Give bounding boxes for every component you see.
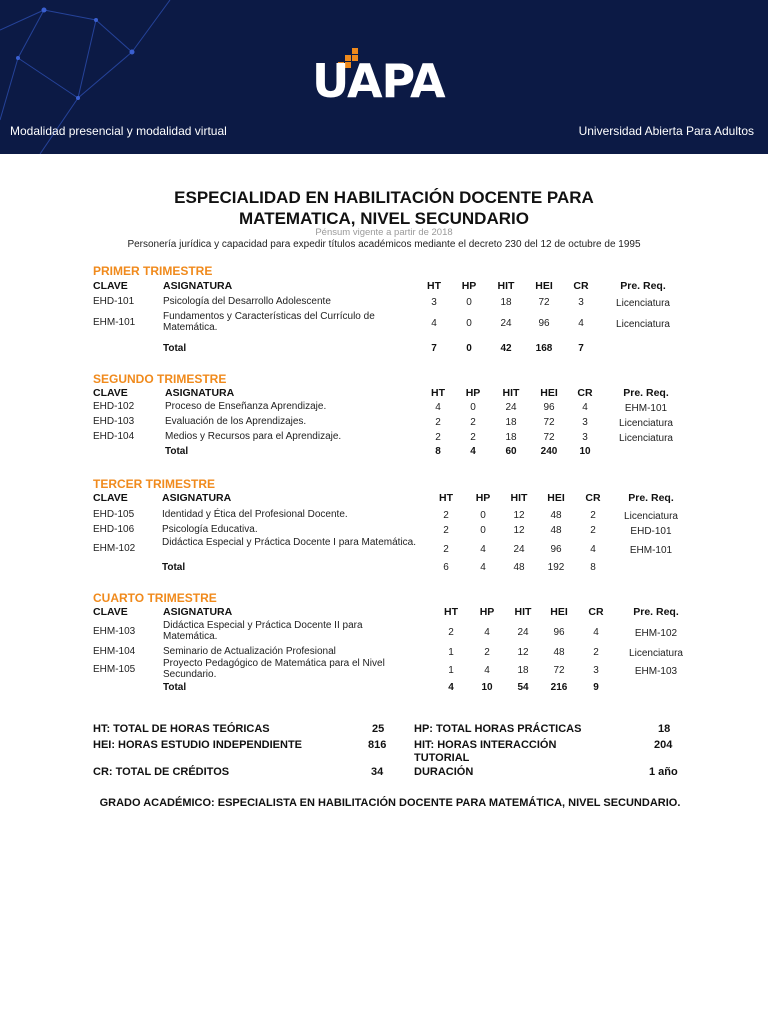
course-name: Proyecto Pedagógico de Matemática para el Nivel Secundario. xyxy=(163,658,385,680)
course-prereq: Licenciatura xyxy=(629,648,683,659)
course-prereq: EHM-101 xyxy=(624,403,668,414)
title-line-2: MATEMATICA, NIVEL SECUNDARIO xyxy=(239,209,529,228)
course-hei: 72 xyxy=(543,417,555,428)
total-hit: 48 xyxy=(513,562,525,573)
total-hei: 168 xyxy=(535,343,553,354)
course-hp: 0 xyxy=(466,318,472,329)
col-header-clave: CLAVE xyxy=(93,492,128,504)
col-header-clave: CLAVE xyxy=(93,606,128,618)
course-ht: 2 xyxy=(435,432,441,443)
course-ht: 1 xyxy=(448,647,454,658)
course-hei: 72 xyxy=(543,432,555,443)
course-cr: 2 xyxy=(590,525,596,536)
course-name: Didáctica Especial y Práctica Docente I para Matemática. xyxy=(162,537,416,548)
course-prereq: Licenciatura xyxy=(616,319,670,330)
course-cr: 4 xyxy=(578,318,584,329)
summary-hit-value: 204 xyxy=(654,739,673,751)
course-hp: 2 xyxy=(484,647,490,658)
col-header-cr: CR xyxy=(573,280,589,292)
total-cr: 10 xyxy=(579,446,591,457)
total-label: Total xyxy=(163,343,187,354)
col-header-hei: HEI xyxy=(550,606,568,618)
course-prereq: EHM-103 xyxy=(634,666,678,677)
total-cr: 8 xyxy=(590,562,596,573)
summary-duracion-value: 1 año xyxy=(649,766,678,778)
summary-cr-label: CR: TOTAL DE CRÉDITOS xyxy=(93,766,230,778)
pensum-subtitle: Pénsum vigente a partir de 2018 xyxy=(315,227,453,238)
total-hit: 42 xyxy=(500,343,512,354)
course-code: EHD-103 xyxy=(93,416,135,427)
course-ht: 2 xyxy=(448,627,454,638)
course-hei: 96 xyxy=(550,544,562,555)
summary-hei-label: HEI: HORAS ESTUDIO INDEPENDIENTE xyxy=(93,739,303,751)
total-ht: 6 xyxy=(443,562,449,573)
total-ht: 7 xyxy=(431,343,437,354)
course-hit: 12 xyxy=(517,647,529,658)
col-header-hei: HEI xyxy=(535,280,553,292)
course-cr: 3 xyxy=(593,665,599,676)
course-hp: 0 xyxy=(466,297,472,308)
course-code: EHM-105 xyxy=(93,664,136,675)
total-hei: 240 xyxy=(540,446,558,457)
course-prereq: Licenciatura xyxy=(616,298,670,309)
academic-degree: GRADO ACADÉMICO: ESPECIALISTA EN HABILITACIÓN DOCENTE PARA MATEMÁTICA, NIVEL SECUNDARIO. xyxy=(99,797,681,809)
summary-hp-label: HP: TOTAL HORAS PRÁCTICAS xyxy=(414,723,582,735)
course-hei: 96 xyxy=(538,318,550,329)
course-name: Proceso de Enseñanza Aprendizaje. xyxy=(165,401,327,412)
col-header-hp: HP xyxy=(461,280,477,292)
legal-notice: Personería jurídica y capacidad para expedir títulos académicos mediante el decreto 230 del 12 de octubre de 1995 xyxy=(127,239,641,250)
course-code: EHD-105 xyxy=(93,509,135,520)
col-header-hit: HIT xyxy=(497,280,515,292)
course-hit: 24 xyxy=(500,318,512,329)
course-hit: 24 xyxy=(505,402,517,413)
course-cr: 4 xyxy=(590,544,596,555)
col-header-asignatura: ASIGNATURA xyxy=(162,492,232,504)
course-hit: 12 xyxy=(513,525,525,536)
summary-hei-value: 816 xyxy=(368,739,387,751)
summary-ht-label: HT: TOTAL DE HORAS TEÓRICAS xyxy=(93,723,270,735)
trimester-title: CUARTO TRIMESTRE xyxy=(93,591,217,605)
course-code: EHD-106 xyxy=(93,524,135,535)
course-ht: 4 xyxy=(431,318,437,329)
summary-hit-label: HIT: HORAS INTERACCIÓN TUTORIAL xyxy=(414,739,557,764)
course-hit: 18 xyxy=(500,297,512,308)
tagline-right: Universidad Abierta Para Adultos xyxy=(578,124,754,138)
total-hp: 4 xyxy=(470,446,476,457)
total-hp: 10 xyxy=(481,682,493,693)
total-hei: 216 xyxy=(550,682,568,693)
total-hp: 4 xyxy=(480,562,486,573)
course-code: EHD-104 xyxy=(93,431,135,442)
trimester-title: PRIMER TRIMESTRE xyxy=(93,264,213,278)
course-hei: 72 xyxy=(553,665,565,676)
course-code: EHD-102 xyxy=(93,401,135,412)
trimester-title: SEGUNDO TRIMESTRE xyxy=(93,372,227,386)
title-line-1: ESPECIALIDAD EN HABILITACIÓN DOCENTE PARA xyxy=(174,188,594,207)
col-header-prereq: Pre. Req. xyxy=(623,387,669,399)
col-header-hit: HIT xyxy=(510,492,528,504)
col-header-prereq: Pre. Req. xyxy=(620,280,666,292)
course-hei: 48 xyxy=(550,510,562,521)
course-name: Psicología Educativa. xyxy=(162,524,258,535)
course-ht: 2 xyxy=(443,510,449,521)
course-hp: 4 xyxy=(480,544,486,555)
col-header-ht: HT xyxy=(444,606,458,618)
col-header-hit: HIT xyxy=(514,606,532,618)
course-cr: 4 xyxy=(582,402,588,413)
course-ht: 2 xyxy=(435,417,441,428)
course-prereq: EHD-101 xyxy=(630,526,672,537)
col-header-asignatura: ASIGNATURA xyxy=(163,280,233,292)
page-title xyxy=(0,187,768,229)
course-hei: 48 xyxy=(550,525,562,536)
total-cr: 9 xyxy=(593,682,599,693)
course-cr: 4 xyxy=(593,627,599,638)
summary-ht-value: 25 xyxy=(372,723,385,735)
course-hei: 72 xyxy=(538,297,550,308)
col-header-prereq: Pre. Req. xyxy=(628,492,674,504)
course-cr: 3 xyxy=(578,297,584,308)
col-header-clave: CLAVE xyxy=(93,280,128,292)
course-hit: 24 xyxy=(517,627,529,638)
course-hp: 2 xyxy=(470,432,476,443)
course-code: EHM-103 xyxy=(93,626,136,637)
course-hit: 18 xyxy=(505,432,517,443)
course-code: EHM-102 xyxy=(93,543,136,554)
course-ht: 4 xyxy=(435,402,441,413)
course-ht: 2 xyxy=(443,544,449,555)
trimester-title: TERCER TRIMESTRE xyxy=(93,477,216,491)
total-label: Total xyxy=(163,682,187,693)
col-header-hp: HP xyxy=(479,606,495,618)
course-ht: 2 xyxy=(443,525,449,536)
total-hp: 0 xyxy=(466,343,472,354)
total-label: Total xyxy=(162,562,186,573)
course-hp: 0 xyxy=(480,510,486,521)
course-hp: 4 xyxy=(484,627,490,638)
total-hit: 60 xyxy=(505,446,517,457)
course-code: EHD-101 xyxy=(93,296,135,307)
course-hit: 12 xyxy=(513,510,525,521)
col-header-cr: CR xyxy=(585,492,601,504)
col-header-prereq: Pre. Req. xyxy=(633,606,679,618)
col-header-ht: HT xyxy=(439,492,453,504)
course-code: EHM-104 xyxy=(93,646,136,657)
col-header-asignatura: ASIGNATURA xyxy=(163,606,233,618)
course-hei: 48 xyxy=(553,647,565,658)
course-name: Didáctica Especial y Práctica Docente II para Matemática. xyxy=(163,620,363,642)
course-hit: 18 xyxy=(505,417,517,428)
course-name: Identidad y Ética del Profesional Docente. xyxy=(162,509,348,520)
course-hit: 24 xyxy=(513,544,525,555)
col-header-hei: HEI xyxy=(547,492,565,504)
course-cr: 3 xyxy=(582,417,588,428)
course-name: Psicología del Desarrollo Adolescente xyxy=(163,296,331,307)
col-header-hei: HEI xyxy=(540,387,558,399)
header-banner xyxy=(0,0,768,154)
course-prereq: Licenciatura xyxy=(619,433,673,444)
course-cr: 3 xyxy=(582,432,588,443)
course-cr: 2 xyxy=(590,510,596,521)
col-header-hit: HIT xyxy=(502,387,520,399)
course-ht: 3 xyxy=(431,297,437,308)
course-name: Fundamentos y Características del Currículo de Matemática. xyxy=(163,311,375,333)
total-label: Total xyxy=(165,446,189,457)
course-code: EHM-101 xyxy=(93,317,136,328)
course-prereq: EHM-102 xyxy=(634,628,678,639)
col-header-hp: HP xyxy=(475,492,491,504)
course-hei: 96 xyxy=(553,627,565,638)
col-header-cr: CR xyxy=(577,387,593,399)
total-ht: 4 xyxy=(448,682,454,693)
course-hp: 0 xyxy=(470,402,476,413)
col-header-ht: HT xyxy=(427,280,441,292)
logo-text: UAPA xyxy=(312,54,445,108)
total-cr: 7 xyxy=(578,343,584,354)
course-hit: 18 xyxy=(517,665,529,676)
summary-duracion-label: DURACIÓN xyxy=(414,766,474,778)
course-name: Medios y Recursos para el Aprendizaje. xyxy=(165,431,342,442)
course-prereq: Licenciatura xyxy=(619,418,673,429)
course-prereq: EHM-101 xyxy=(629,545,673,556)
col-header-asignatura: ASIGNATURA xyxy=(165,387,235,399)
summary-hp-value: 18 xyxy=(658,723,671,735)
col-header-cr: CR xyxy=(588,606,604,618)
tagline-left: Modalidad presencial y modalidad virtual xyxy=(10,124,227,138)
col-header-clave: CLAVE xyxy=(93,387,128,399)
total-hei: 192 xyxy=(547,562,565,573)
col-header-hp: HP xyxy=(465,387,481,399)
course-hp: 0 xyxy=(480,525,486,536)
course-hp: 2 xyxy=(470,417,476,428)
course-hei: 96 xyxy=(543,402,555,413)
course-prereq: Licenciatura xyxy=(624,511,678,522)
course-ht: 1 xyxy=(448,665,454,676)
course-hp: 4 xyxy=(484,665,490,676)
total-hit: 54 xyxy=(517,682,529,693)
course-name: Seminario de Actualización Profesional xyxy=(163,646,336,657)
summary-cr-value: 34 xyxy=(371,766,384,778)
total-ht: 8 xyxy=(435,446,441,457)
col-header-ht: HT xyxy=(431,387,445,399)
course-cr: 2 xyxy=(593,647,599,658)
uapa-logo xyxy=(312,48,457,108)
course-name: Evaluación de los Aprendizajes. xyxy=(165,416,307,427)
